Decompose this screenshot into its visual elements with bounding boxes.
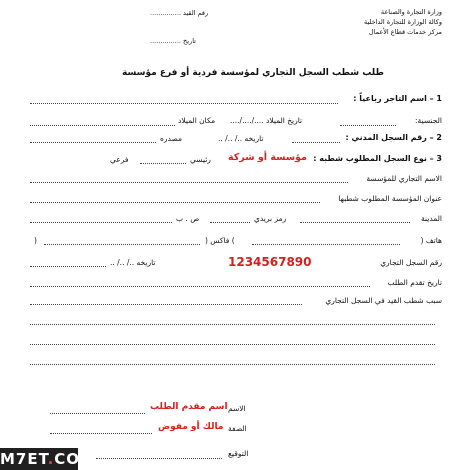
birth-place-line[interactable] — [30, 125, 175, 126]
cr-number-label: رقم السجل التجاري — [380, 258, 442, 267]
pobox-label: ص . ب — [176, 214, 200, 223]
signature-line[interactable] — [96, 458, 222, 459]
agency-name: وكالة الوزارة للتجارة الداخلية — [364, 18, 442, 26]
name-label: الاسم — [228, 404, 246, 413]
pobox-line[interactable] — [30, 222, 172, 223]
capacity-value: مالك أو مفوض — [158, 422, 224, 432]
cr-date-line[interactable] — [30, 266, 106, 267]
form-title: طلب شطب السجل التجاري لمؤسسة فردية أو فرع مؤسسة — [122, 68, 384, 78]
site-watermark-logo: M7ET.COM — [0, 450, 96, 468]
trade-name-line[interactable] — [30, 182, 348, 183]
phone-label: هاتف ( — [420, 236, 442, 245]
civil-source-line[interactable] — [30, 142, 156, 143]
birth-place-label: مكان الميلاد — [178, 116, 216, 125]
fax-label: ) فاكس ( — [205, 236, 235, 245]
header-date: تاريخ ............... — [150, 37, 196, 45]
trade-name-label: الاسم التجاري للمؤسسة — [366, 174, 442, 183]
branch-option: فرعي — [110, 155, 129, 164]
reason-line-4[interactable] — [30, 364, 435, 365]
reason-line-2[interactable] — [30, 324, 435, 325]
field-3-label: 3 – نوع السجل المطلوب شطبه : — [313, 154, 442, 163]
name-line[interactable] — [50, 413, 145, 414]
cr-date: تاريخه ../ ../ .. — [110, 258, 156, 267]
field-1-label: 1 – اسم التاجر رباعياً : — [353, 94, 442, 103]
cr-number-value: 1234567890 — [228, 255, 312, 269]
ministry-name: وزارة التجارة والصناعة — [380, 8, 442, 16]
main-line[interactable] — [140, 163, 186, 164]
main-option: رئيسي — [190, 155, 211, 164]
fax-close: ( — [34, 236, 37, 245]
birth-date: تاريخ الميلاد ..../..../.... — [230, 116, 303, 125]
nationality-label: الجنسية: — [415, 116, 442, 125]
civil-source-label: مصدره — [160, 134, 183, 143]
city-label: المدينة — [420, 214, 442, 223]
nationality-line[interactable] — [340, 125, 396, 126]
address-label: عنوان المؤسسة المطلوب شطبها — [338, 194, 442, 203]
capacity-label: الصفة — [228, 424, 247, 433]
signature-label: التوقيع — [228, 449, 249, 458]
civil-number-line[interactable] — [292, 142, 340, 143]
field-1-line[interactable] — [30, 103, 338, 104]
civil-date: تاريخه ../ ../ .. — [218, 134, 264, 143]
address-line[interactable] — [30, 202, 320, 203]
reason-label: سبب شطب القيد في السجل التجاري — [325, 296, 442, 305]
city-line[interactable] — [300, 222, 410, 223]
field-2-label: 2 – رقم السجل المدني : — [345, 133, 442, 142]
ministry-header — [364, 7, 442, 37]
fax-line[interactable] — [44, 244, 200, 245]
request-date-line[interactable] — [30, 286, 370, 287]
reason-line-1[interactable] — [30, 304, 302, 305]
phone-line[interactable] — [252, 244, 400, 245]
reason-line-3[interactable] — [30, 344, 435, 345]
capacity-line[interactable] — [50, 433, 152, 434]
center-name: مركز خدمات قطاع الأعمال — [368, 28, 442, 36]
postal-label: رمز بريدي — [254, 214, 287, 223]
postal-line[interactable] — [210, 222, 250, 223]
request-date-label: تاريخ تقدم الطلب — [387, 278, 442, 287]
reg-number: رقم القيد ............... — [150, 9, 209, 17]
name-value: اسم مقدم الطلب — [150, 402, 228, 412]
record-type-value: مؤسسة أو شركة — [228, 152, 307, 163]
